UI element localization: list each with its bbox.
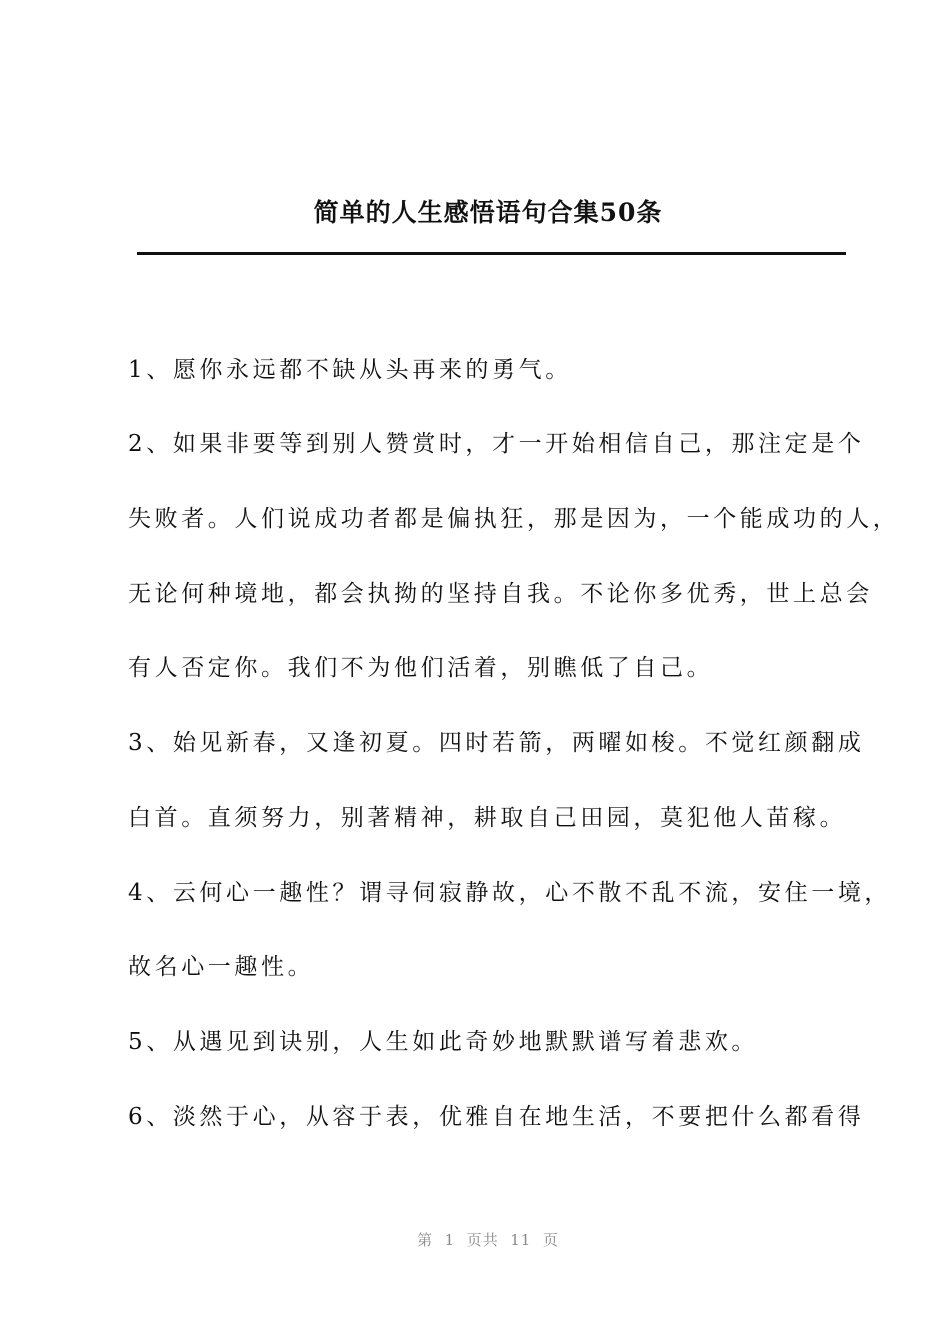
body-line: 2、如果非要等到别人赞赏时，才一开始相信自己，那注定是个 xyxy=(128,431,865,457)
body-line: 无论何种境地，都会执拗的坚持自我。不论你多优秀，世上总会 xyxy=(128,581,873,607)
body-line: 6、淡然于心，从容于表，优雅自在地生活，不要把什么都看得 xyxy=(128,1104,865,1130)
body-line: 有人否定你。我们不为他们活着，别瞧低了自己。 xyxy=(128,655,714,681)
body-line: 失败者。人们说成功者都是偏执狂，那是因为，一个能成功的人， xyxy=(128,506,900,532)
body-line: 故名心一趣性。 xyxy=(128,954,315,980)
document-title: 简单的人生感悟语句合集50条 xyxy=(313,198,663,227)
body-line: 白首。直须努力，别著精神，耕取自己田园，莫犯他人苗稼。 xyxy=(128,805,847,831)
body-line: 3、始见新春，又逢初夏。四时若箭，两曜如梭。不觉红颜翻成 xyxy=(128,730,865,756)
body-line: 4、云何心一趣性？谓寻伺寂静故，心不散不乱不流，安住一境， xyxy=(128,880,892,906)
title-underline xyxy=(137,252,846,255)
body-line: 1、愿你永远都不缺从头再来的勇气。 xyxy=(128,357,572,383)
page-footer: 第 1 页共 11 页 xyxy=(417,1231,559,1249)
body-line: 5、从遇见到诀别，人生如此奇妙地默默谱写着悲欢。 xyxy=(128,1029,759,1055)
